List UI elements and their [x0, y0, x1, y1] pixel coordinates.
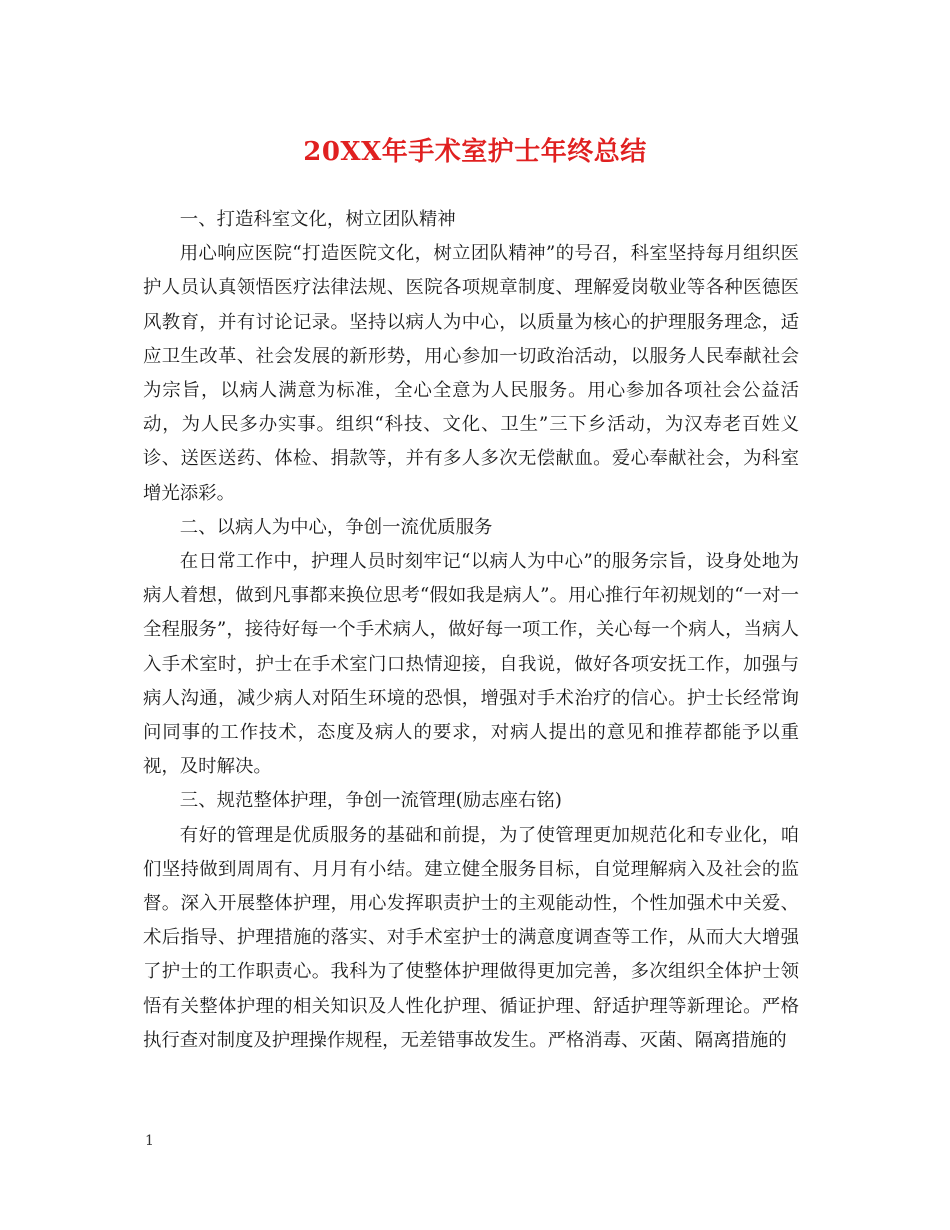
document-title: 20XX年手术室护士年终总结	[303, 137, 647, 167]
page-number: 1	[145, 1133, 154, 1149]
section-heading-3: 三、规范整体护理，争创一流管理(励志座右铭)	[179, 790, 562, 812]
paragraph-3: 有好的管理是优质服务的基础和前提，为了使管理更加规范化和专业化，咱们坚持做到周周有、月月有小结。建立健全服务目标，自觉理解病入及社会的监督。深入开展整体护理，用心发挥职责护士的主观能动性，个性加强术中关爱、术后指导、护理措施的落实、对手术室护士的满意度调查等工作，从而大大增强了护士的工作职责心。我科为了使整体护理做得更加完善，多次组织全体护士领悟有关整体护理的相关知识及人性化护理、循证护理、舒适护理等新理论。严格执行查对制度及护理操作规程，无差错事故发生。严格消毒、灭菌、隔离措施的	[143, 824, 799, 1051]
paragraph-1: 用心响应医院“打造医院文化，树立团队精神”的号召，科室坚持每月组织医护人员认真领悟医疗法律法规、医院各项规章制度、理解爱岗敬业等各种医德医风教育，并有讨论记录。坚持以病人为中心，以质量为核心的护理服务理念，适应卫生改革、社会发展的新形势，用心参加一切政治活动，以服务人民奉献社会为宗旨，以病人满意为标准，全心全意为人民服务。用心参加各项社会公益活动，为人民多办实事。组织“科技、文化、卫生”三下乡活动，为汉寿老百姓义诊、送医送药、体检、捐款等，并有多人多次无偿献血。爱心奉献社会，为科室增光添彩。	[143, 243, 799, 504]
section-heading-1: 一、打造科室文化，树立团队精神	[179, 209, 456, 230]
paragraph-2: 在日常工作中，护理人员时刻牢记“以病人为中心”的服务宗旨，设身处地为病人着想，做到凡事都来换位思考“假如我是病人”。用心推行年初规划的“一对一全程服务”，接待好每一个手术病人，做好每一项工作，关心每一个病人，当病人入手术室时，护士在手术室门口热情迎接，自我说，做好各项安抚工作，加强与病人沟通，减少病人对陌生环境的恐惧，增强对手术治疗的信心。护士长经常询问同事的工作技术，态度及病人的要求，对病人提出的意见和推荐都能予以重视，及时解决。	[143, 551, 799, 778]
section-heading-2: 二、以病人为中心，争创一流优质服务	[179, 516, 493, 538]
document-body	[143, 203, 799, 1058]
